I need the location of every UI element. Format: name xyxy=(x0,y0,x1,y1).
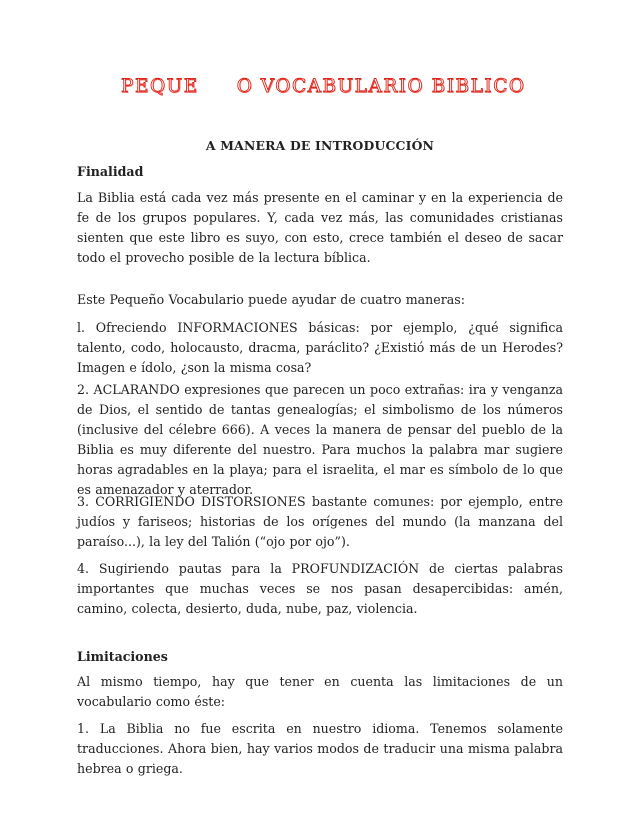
title-part-2: O VOCABULARIO BIBLICO xyxy=(236,76,526,97)
intro-heading: A MANERA DE INTRODUCCIÓN xyxy=(205,138,435,153)
finalidad-heading: Finalidad xyxy=(77,164,144,179)
finalidad-paragraph: La Biblia está cada vez más presente en el caminar y en la experiencia de fe de los grupos populares. Y, cada vez más, las comunidades cristianas sienten que este libro es suyo, con esto, crece también el deseo de sacar todo el provecho posible de la lectura bíblica. xyxy=(77,190,563,265)
manera-item-4: 4. Sugiriendo pautas para la PROFUNDIZACIÓN de ciertas palabras importantes que muchas veces se nos pasan desapercibidas: amén, camino, colecta, desierto, duda, nube, paz, violencia. xyxy=(77,561,563,616)
limitacion-item-1: 1. La Biblia no fue escrita en nuestro idioma. Tenemos solamente traducciones. Ahora bien, hay varios modos de traducir una misma palabra hebrea o griega. xyxy=(77,721,563,776)
title-part-1: PEQUE xyxy=(121,76,199,97)
limitaciones-heading: Limitaciones xyxy=(77,649,168,664)
limitaciones-intro: Al mismo tiempo, hay que tener en cuenta las limitaciones de un vocabulario como éste: xyxy=(77,674,563,709)
manera-item-2: 2. ACLARANDO expresiones que parecen un poco extrañas: ira y venganza de Dios, el sentido de tantas genealogías; el simbolismo de los números (inclusive del célebre 666). A veces la manera de pensar del pueblo de la Biblia es muy diferente del nuestro. Para muchos la palabra mar sugiere horas agradables en la playa; para el israelita, el mar es símbolo de lo que es amenazador y aterrador. xyxy=(77,382,563,497)
manera-item-1: l. Ofreciendo INFORMACIONES básicas: por ejemplo, ¿qué significa talento, codo, holocausto, dracma, paráclito? ¿Existió más de un Herodes? Imagen e ídolo, ¿son la misma cosa? xyxy=(77,320,563,375)
document-title xyxy=(77,76,563,97)
manera-item-3: 3. CORRIGIENDO DISTORSIONES bastante comunes: por ejemplo, entre judíos y fariseos; historias de los orígenes del mundo (la manzana del paraíso...), la ley del Talión (“ojo por ojo”). xyxy=(77,494,563,549)
maneras-intro: Este Pequeño Vocabulario puede ayudar de cuatro maneras: xyxy=(77,292,465,307)
